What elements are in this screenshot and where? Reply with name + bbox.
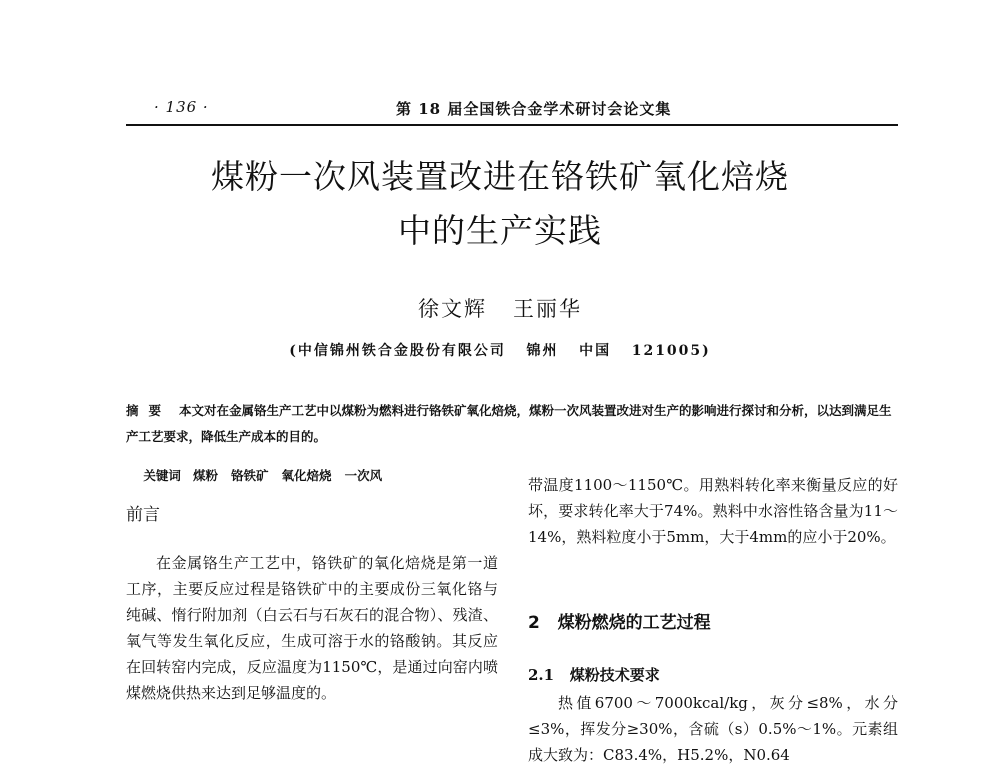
- section-2-heading: 2 煤粉燃烧的工艺过程: [528, 613, 711, 633]
- abstract: [126, 398, 898, 450]
- keywords-label: 关键词: [143, 468, 181, 483]
- abstract-label: 摘要: [126, 403, 172, 418]
- section-2-1-paragraph: 热值6700～7000kcal/kg，灰分≤8%，水分≤3%，挥发分≥30%，含硫（s）0.5%～1%。元素组成大致为：C83.4%，H5.2%，N0.64: [528, 694, 898, 764]
- affiliation: (中信锦州铁合金股份有限公司 锦州 中国 121005): [289, 343, 711, 359]
- paper-title-line2: 中的生产实践: [398, 211, 602, 250]
- proceedings-title: 第 18 届全国铁合金学术研讨会论文集: [396, 100, 672, 118]
- abstract-text: 本文对在金属铬生产工艺中以煤粉为燃料进行铬铁矿氧化焙烧，煤粉一次风装置改进对生产的影响进行探讨和分析，以达到满足生产工艺要求，降低生产成本的目的。: [126, 403, 892, 444]
- right-column: [528, 472, 898, 550]
- authors: 徐文辉 王丽华: [417, 297, 583, 321]
- right-continuation-paragraph: 带温度1100～1150℃。用熟料转化率来衡量反应的好坏，要求转化率大于74%。熟料中水溶性铬含量为11～14%，熟料粒度小于5mm，大于4mm的应小于20%。: [528, 476, 898, 546]
- section-2-1-body: [528, 690, 898, 768]
- running-header: [126, 98, 898, 126]
- preface-paragraph: 在金属铬生产工艺中，铬铁矿的氧化焙烧是第一道工序，主要反应过程是铬铁矿中的主要成份三氧化铬与纯碱、惰行附加剂（白云石与石灰石的混合物）、残渣、氧气等发生氧化反应，生成可溶于水的铬酸钠。其反应在回转窑内完成，反应温度为1150℃，是通过向窑内喷煤燃烧供热来达到足够温度的。: [126, 554, 498, 702]
- paper-title: [100, 150, 900, 258]
- paper-title-line1: 煤粉一次风装置改进在铬铁矿氧化焙烧: [211, 157, 789, 196]
- keywords-text: 煤粉 铬铁矿 氧化焙烧 一次风: [192, 468, 383, 483]
- page-number: · 136 ·: [154, 98, 209, 116]
- section-2-1-heading: 2.1 煤粉技术要求: [528, 666, 660, 684]
- preface-heading: 前言: [126, 505, 160, 525]
- left-column: [126, 550, 498, 706]
